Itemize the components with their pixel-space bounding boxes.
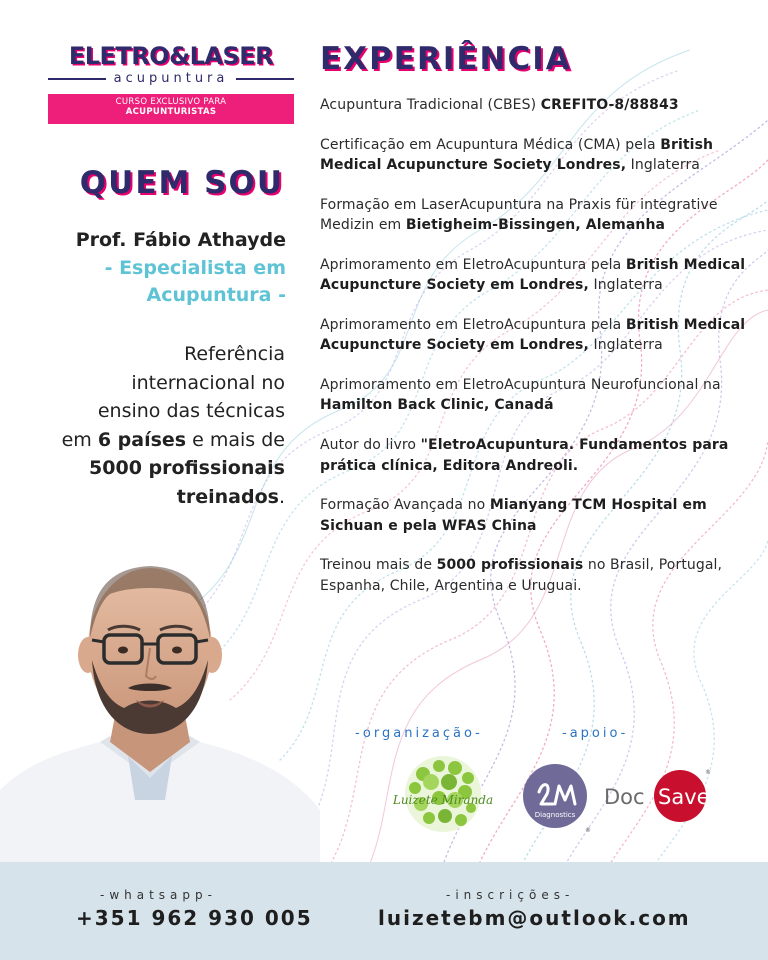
inscricoes-label: -inscrições- bbox=[446, 888, 575, 902]
experience-title: EXPERIÊNCIA bbox=[320, 41, 572, 77]
desc-line-5 bbox=[14, 454, 285, 483]
banner-line-2: ACUPUNTURISTAS bbox=[125, 107, 217, 117]
desc-bold: treinados bbox=[176, 485, 279, 508]
logo-subtitle-row bbox=[48, 71, 294, 86]
item-text: Autor do livro bbox=[320, 437, 421, 454]
item-text: Formação em LaserAcupuntura na Praxis für integrative Medizin em bbox=[320, 196, 718, 234]
support-label: -apoio- bbox=[562, 726, 629, 741]
item-text: Inglaterra bbox=[588, 337, 663, 354]
professor-description bbox=[14, 340, 285, 511]
svg-text:®: ® bbox=[705, 769, 711, 776]
desc-bold: 6 países bbox=[97, 428, 187, 451]
experience-item bbox=[320, 495, 760, 536]
svg-text:®: ® bbox=[585, 827, 591, 834]
item-highlight: Hamilton Back Clinic, Canadá bbox=[320, 397, 554, 414]
item-text: Treinou mais de bbox=[320, 557, 437, 574]
experience-item bbox=[320, 255, 760, 296]
desc-bold: 5000 profissionais bbox=[89, 457, 285, 479]
desc-line-3: ensino das técnicas bbox=[97, 400, 285, 422]
item-text: Aprimoramento em EletroAcupuntura pela bbox=[320, 256, 626, 273]
experience-list bbox=[320, 95, 760, 616]
desc-line-6 bbox=[14, 483, 285, 512]
desc-line-2: internacional no bbox=[131, 371, 285, 394]
item-text: no Brasil, Portugal, Espanha, Chile, Argentina e Uruguai. bbox=[320, 557, 723, 594]
docsave-logo bbox=[602, 765, 712, 823]
item-text: Acupuntura Tradicional (CBES) bbox=[320, 97, 541, 113]
item-highlight: CREFITO-8/88843 bbox=[540, 97, 679, 113]
logo-subtitle: acupuntura bbox=[113, 71, 229, 86]
2m-diagnostics-logo bbox=[521, 762, 593, 834]
desc-text: e mais de bbox=[186, 428, 285, 451]
divider bbox=[48, 78, 106, 80]
item-text: Inglaterra bbox=[588, 277, 663, 294]
item-text: Formação Avançada no bbox=[320, 497, 490, 514]
desc-text: . bbox=[278, 485, 285, 508]
whatsapp-label: -whatsapp- bbox=[100, 888, 217, 902]
contact-email[interactable]: luizetebm@outlook.com bbox=[378, 906, 691, 930]
logo-banner bbox=[48, 94, 294, 124]
item-text: Inglaterra bbox=[626, 157, 700, 174]
item-text: Aprimoramento em EletroAcupuntura pela bbox=[320, 317, 626, 334]
item-highlight: Mianyang TCM Hospital em Sichuan e pela WFAS China bbox=[320, 497, 707, 534]
docsave-doc-text: Doc bbox=[604, 785, 645, 809]
role-line-1: - Especialista em bbox=[104, 257, 286, 279]
item-highlight: "EletroAcupuntura. Fundamentos para prática clínica, Editora Andreoli. bbox=[320, 437, 729, 474]
experience-item bbox=[320, 135, 760, 176]
item-text: Aprimoramento em EletroAcupuntura Neurofuncional na bbox=[320, 377, 721, 394]
docsave-save-text: Save bbox=[658, 785, 710, 809]
organization-label: -organização- bbox=[355, 726, 483, 741]
diagnostics-text: Diagnostics bbox=[534, 811, 576, 819]
banner-line-1: CURSO EXCLUSIVO PARA bbox=[115, 97, 227, 107]
item-text: Certificação em Acupuntura Médica (CMA) pela bbox=[320, 136, 661, 153]
item-highlight: Bietigheim-Bissingen, Alemanha bbox=[405, 217, 666, 234]
desc-text: em bbox=[61, 428, 98, 451]
experience-item bbox=[320, 435, 760, 476]
experience-item bbox=[320, 195, 760, 236]
desc-line-4 bbox=[14, 426, 285, 455]
experience-item bbox=[320, 375, 760, 416]
experience-item bbox=[320, 555, 760, 596]
professor-name: Prof. Fábio Athayde bbox=[75, 229, 286, 251]
whatsapp-number[interactable]: +351 962 930 005 bbox=[76, 906, 313, 930]
divider bbox=[236, 78, 294, 80]
luizete-text: Luizete Miranda bbox=[393, 793, 493, 807]
role-line-2: Acupuntura - bbox=[146, 284, 286, 306]
luizete-miranda-logo bbox=[393, 752, 493, 836]
experience-item bbox=[320, 315, 760, 356]
about-title: QUEM SOU bbox=[79, 165, 284, 201]
professor-portrait bbox=[0, 520, 320, 865]
experience-item bbox=[320, 95, 760, 115]
professor-role bbox=[40, 255, 286, 309]
item-highlight: British Medical Acupuncture Society em Londres, bbox=[320, 317, 746, 354]
item-highlight: British Medical Acupuncture Society em Londres, bbox=[320, 256, 746, 294]
item-highlight: British Medical Acupuncture Society Londres, bbox=[320, 136, 714, 174]
brand-logo bbox=[48, 42, 294, 124]
logo-title: ELETRO&LASER bbox=[68, 42, 274, 70]
item-highlight: 5000 profissionais bbox=[436, 557, 584, 574]
desc-line-1: Referência bbox=[184, 343, 285, 365]
